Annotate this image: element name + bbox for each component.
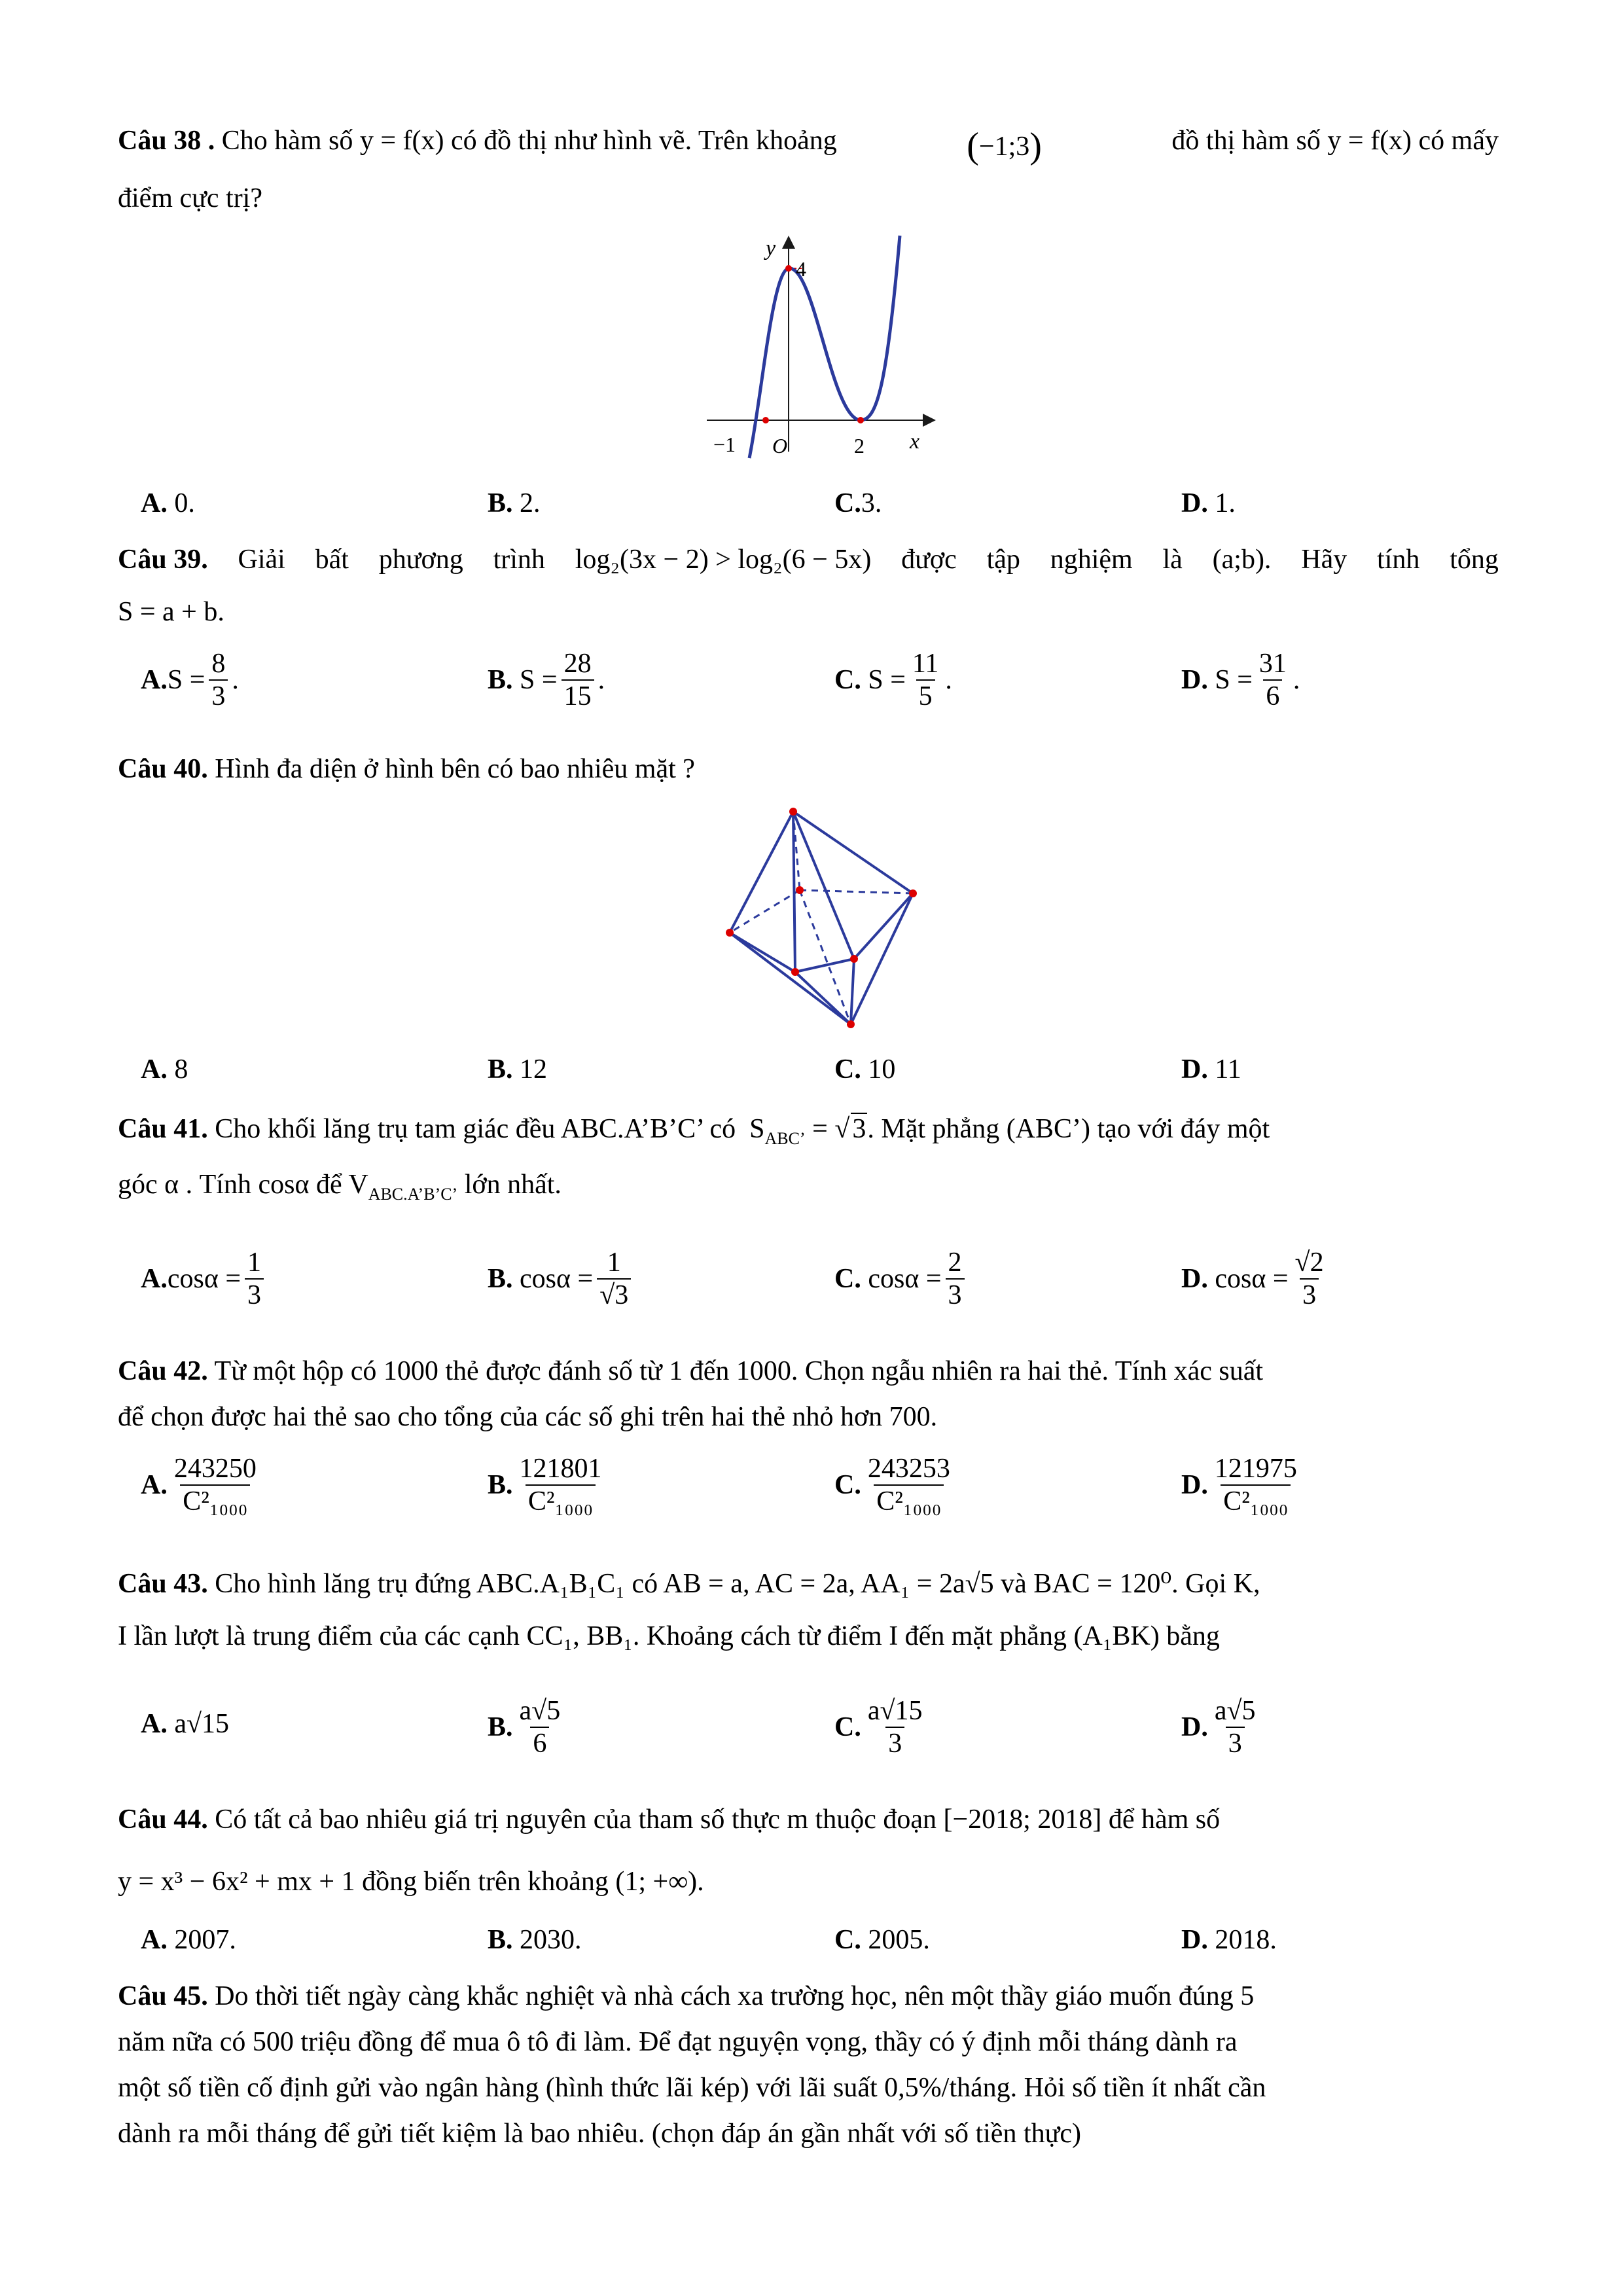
q40-option-a[interactable]: A. 8 xyxy=(141,1054,188,1085)
point-min xyxy=(857,417,864,423)
label-y: y xyxy=(766,236,776,260)
q43-option-a[interactable]: A. a√15 xyxy=(141,1709,230,1739)
q45-line3: một số tiền cố định gửi vào ngân hàng (hình thức lãi kép) với lãi suất 0,5%/tháng. Hỏi số tiền ít nhất cần xyxy=(118,2073,1266,2103)
q43-line2: I lần lượt là trung điểm của các cạnh CC₁, BB₁. Khoảng cách từ điểm I đến mặt phẳng (A₁BK) bằng xyxy=(118,1621,1220,1651)
label-two: 2 xyxy=(854,434,865,457)
label-four: 4 xyxy=(796,257,806,281)
label-x: x xyxy=(910,429,920,454)
point-neg-one xyxy=(762,417,769,423)
q43-line1: Câu 43. Cho hình lăng trụ đứng ABC.A₁B₁C₁ có AB = a, AC = 2a, AA₁ = 2a√5 và BAC = 120⁰. Gọi K, xyxy=(118,1569,1260,1599)
q41-line1: Câu 41. Cho khối lăng trụ tam giác đều ABC.A’B’C’ có $S_{ABC’} = √3$. Mặt phẳng (ABC’) tạo với đáy một xyxy=(118,1114,1270,1148)
q38-interval: −1;3 xyxy=(978,132,1030,162)
q44-option-c[interactable]: C. 2005. xyxy=(834,1925,930,1955)
q41-option-a[interactable]: A. cosα = $\frac{1}{3}$ xyxy=(141,1247,268,1312)
q38-option-b[interactable]: B. 2. xyxy=(488,488,541,518)
q39-line1: Câu 39. Giải bất phương trình log₂(3x − 2) > log₂(6 − 5x) được tập nghiệm là (a;b). Hãy tính tổng xyxy=(118,543,1499,576)
q38-option-d[interactable]: D. 1. xyxy=(1181,488,1236,518)
q43-option-c[interactable]: C. $\frac{a√15}{3}$ xyxy=(834,1696,923,1759)
q40-polyhedron xyxy=(720,798,936,1034)
q41-option-c[interactable]: C. cosα = $\frac{2}{3}$ xyxy=(834,1247,969,1312)
q42-option-b[interactable]: B. $\frac{121801}{\text{C²₁₀₀₀}}$ xyxy=(488,1454,602,1517)
q40-option-c[interactable]: C. 10 xyxy=(834,1054,896,1085)
q45-line2: năm nữa có 500 triệu đồng để mua ô tô đi làm. Để đạt nguyện vọng, thầy có ý định mỗi tháng dành ra xyxy=(118,2027,1238,2057)
q41-option-d[interactable]: D. cosα = $\frac{√2}{3}$ xyxy=(1181,1247,1324,1311)
q43-option-d[interactable]: D. $\frac{a√5}{3}$ xyxy=(1181,1696,1256,1759)
q45-line1: Câu 45. Do thời tiết ngày càng khắc nghiệt và nhà cách xa trường học, nên một thầy giáo muốn đúng 5 xyxy=(118,1981,1255,2011)
q40-option-d[interactable]: D. 11 xyxy=(1181,1054,1241,1085)
q42-line1: Câu 42. Từ một hộp có 1000 thẻ được đánh số từ 1 đến 1000. Chọn ngẫu nhiên ra hai thẻ. Tính xác suất xyxy=(118,1356,1264,1386)
function-curve xyxy=(749,236,900,458)
q38-line2: điểm cực trị? xyxy=(118,183,262,213)
q42-line2: để chọn được hai thẻ sao cho tổng của các số ghi trên hai thẻ nhỏ hơn 700. xyxy=(118,1402,938,1432)
q43-option-b[interactable]: B. $\frac{a√5}{6}$ xyxy=(488,1696,561,1759)
q38-number: Câu 38 . xyxy=(118,126,215,156)
q39-option-d[interactable]: D. S = $\frac{31}{6}$ . xyxy=(1181,649,1300,712)
q39-line2: S = a + b. xyxy=(118,597,224,627)
q42-option-c[interactable]: C. $\frac{243253}{\text{C²₁₀₀₀}}$ xyxy=(834,1454,950,1517)
q39-option-a[interactable]: A. S = $\frac{8}{3}$ . xyxy=(141,649,239,712)
q42-option-d[interactable]: D. $\frac{121975}{\text{C²₁₀₀₀}}$ xyxy=(1181,1454,1297,1517)
q38-option-c[interactable]: C. 3. xyxy=(834,488,882,518)
q40-line1: Câu 40. Hình đa diện ở hình bên có bao nhiêu mặt ? xyxy=(118,754,695,784)
q44-option-a[interactable]: A. 2007. xyxy=(141,1925,236,1955)
q44-line1: Câu 44. Có tất cả bao nhiêu giá trị nguyên của tham số thực m thuộc đoạn [−2018; 2018] để hàm số xyxy=(118,1804,1221,1835)
q38-text1: Cho hàm số y = f(x) có đồ thị như hình vẽ. Trên khoảng xyxy=(221,126,837,156)
label-o: O xyxy=(772,434,788,457)
q38-line1: Câu 38 . Cho hàm số y = f(x) có đồ thị như hình vẽ. Trên khoảng (−1;3) đồ thị hàm số y = f(x) có mấy xyxy=(118,124,1499,168)
q38-graph xyxy=(700,229,936,465)
q40-option-b[interactable]: B. 12 xyxy=(488,1054,548,1085)
label-neg-one: −1 xyxy=(713,433,736,456)
q44-option-b[interactable]: B. 2030. xyxy=(488,1925,582,1955)
q45-line4: dành ra mỗi tháng để gửi tiết kiệm là bao nhiêu. (chọn đáp án gần nhất với số tiền thực) xyxy=(118,2119,1082,2149)
q39-option-b[interactable]: B. S = $\frac{28}{15}$ . xyxy=(488,649,605,712)
q42-option-a[interactable]: A. $\frac{243250}{\text{C²₁₀₀₀}}$ xyxy=(141,1454,257,1517)
q44-option-d[interactable]: D. 2018. xyxy=(1181,1925,1277,1955)
q38-option-a[interactable]: A. 0. xyxy=(141,488,195,518)
q39-inequality: log₂(3x − 2) > log₂(6 − 5x) xyxy=(575,545,872,575)
point-max xyxy=(785,265,792,272)
q39-option-c[interactable]: C. S = $\frac{11}{5}$ . xyxy=(834,649,952,712)
q44-line2: y = x³ − 6x² + mx + 1 đồng biến trên khoảng (1; +∞). xyxy=(118,1867,704,1897)
q41-option-b[interactable]: B. cosα = $\frac{1}{√3}$ xyxy=(488,1247,635,1312)
q38-text2: đồ thị hàm số y = f(x) có mấy xyxy=(1171,126,1499,156)
q41-line2: góc α . Tính cosα để $V_{ABC.A’B’C’}$ lớn nhất. xyxy=(118,1170,562,1204)
